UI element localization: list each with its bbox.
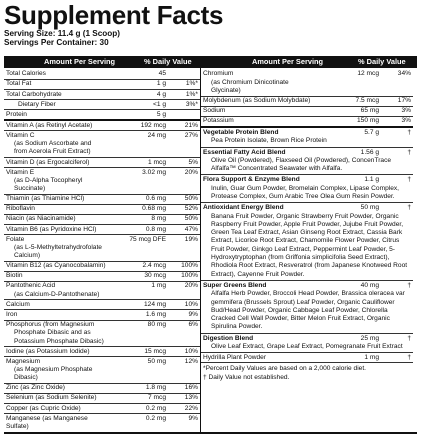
blend-name: Super Greens Blend [203,281,267,289]
nutrient-dv: 9% [188,414,198,422]
nutrient-name: Molybdenum (as Sodium Molybdate) [203,97,311,105]
blend-dv: † [407,148,411,156]
nutrient-amount: <1 g [152,100,166,108]
blend-amount: 5.7 g [364,128,379,136]
nutrient-source: (as Chromium Dinicotinate Glycinate) [211,78,289,94]
header-amount-right: Amount Per Serving [252,57,324,66]
nutrient-name: Vitamin B12 (as Cyanocobalamin) [6,262,106,270]
footnote-dv: *Percent Daily Values are based on a 2,000 calorie diet. [203,365,366,373]
nutrient-name: Copper (as Cupric Oxide) [6,404,81,412]
nutrient-amount: 5 g [156,110,166,118]
nutrient-dv: 9% [188,310,198,318]
nutrient-name: Total Fat [6,80,32,88]
nutrient-row [4,131,200,158]
blend-name: Antioxidant Energy Blend [203,204,284,212]
blend-amount: 50 mg [360,204,379,212]
nutrient-row [4,272,200,282]
nutrient-row [4,235,200,262]
nutrient-row [4,225,200,235]
nutrient-row [4,282,200,300]
nutrient-name: Phosphorus (from Magnesium [6,320,95,328]
nutrient-dv: 21% [184,121,198,129]
nutrient-name: Niacin (as Niacinamide) [6,215,76,223]
nutrient-list-left [4,70,200,433]
nutrient-amount: 1 mcg [148,158,166,166]
nutrient-name: Biotin [6,272,23,280]
nutrient-row [4,384,200,394]
nutrient-amount: 7.5 mcg [355,97,379,105]
nutrient-amount: 4 g [156,90,166,98]
nutrient-name-block [4,358,106,383]
nutrient-amount: 1 mg [151,282,166,290]
nutrient-row [4,205,200,215]
nutrient-name: Vitamin C [6,131,35,139]
nutrient-amount: 75 mcg DFE [129,235,166,243]
nutrient-amount: 1.8 mg [145,384,166,392]
blend-block [201,281,413,334]
nutrient-dv: 50% [184,195,198,203]
nutrient-name: Iodine (as Potassium Iodide) [6,347,90,355]
nutrient-row [4,394,200,404]
footnotes [201,363,413,381]
nutrient-name: Selenium (as Sodium Selenite) [6,394,97,402]
nutrient-row [4,357,200,384]
nutrient-row [4,215,200,225]
nutrient-name-block [4,282,106,299]
nutrient-row [4,300,200,310]
blend-header [201,129,413,137]
nutrient-name: Vitamin E [6,168,35,176]
nutrient-amount: 30 mcg [144,272,166,280]
nutrient-dv: 47% [184,225,198,233]
nutrient-name: Vitamin B6 (as Pyridoxine HCl) [6,225,97,233]
nutrient-dv: 10% [184,300,198,308]
nutrient-dv: 22% [184,404,198,412]
nutrient-amount: 15 mcg [144,347,166,355]
nutrient-amount: 1 g [156,80,166,88]
nutrient-row [4,310,200,320]
nutrient-dv: 5% [188,158,198,166]
nutrient-row [4,90,200,100]
blend-name: Essential Fatty Acid Blend [203,148,286,156]
nutrient-source: Phosphate Dibasic and as Potassium Phosphate Dibasic) [14,329,104,345]
nutrient-dv: 12% [184,357,198,365]
nutrient-row [4,404,200,414]
blend-dv: † [407,176,411,184]
nutrient-row [4,262,200,272]
nutrient-name-block [4,169,106,194]
nutrient-row [4,168,200,195]
blend-header [201,335,413,343]
nutrient-dv: 100% [181,262,198,270]
nutrient-name: Manganese (as Manganese Sulfate) [6,414,88,430]
nutrient-row [4,195,200,205]
nutrient-dv: 16% [184,384,198,392]
nutrient-source: (as Calcium-D-Pantothenate) [14,290,100,298]
nutrient-row [201,97,413,107]
nutrient-row [201,117,413,128]
nutrient-name-block [201,70,319,95]
nutrient-name: Sodium [203,107,226,115]
nutrient-row [4,158,200,168]
nutrient-dv: 20% [184,168,198,176]
nutrient-amount: 0.2 mg [145,414,166,422]
blend-block [201,175,413,203]
nutrient-row [201,70,413,97]
blend-dv: † [407,281,411,289]
column-header-bar [4,56,417,68]
nutrient-dv: † [407,353,411,361]
nutrient-amount: 3.02 mg [142,168,166,176]
nutrient-row [4,414,200,432]
blend-dv: † [407,128,411,136]
nutrient-name: Calcium [6,300,30,308]
nutrient-row [4,80,200,90]
nutrient-amount: 0.8 mg [145,225,166,233]
blend-amount: 40 mg [360,281,379,289]
nutrient-row [201,353,413,363]
nutrient-name: Total Carbohydrate [6,90,62,98]
nutrient-name: Riboflavin [6,205,35,213]
nutrient-amount: 150 mg [357,117,379,125]
nutrient-name: Magnesium [6,357,41,365]
nutrient-name: Pantothenic Acid [6,282,56,290]
nutrient-amount: 1 mg [364,353,379,361]
nutrient-amount: 0.2 mg [145,404,166,412]
nutrient-dv: 6% [188,320,198,328]
blend-block [201,203,413,281]
nutrient-amount: 124 mg [144,300,166,308]
blend-name: Digestion Blend [203,334,254,342]
nutrient-row [4,110,200,121]
nutrient-amount: 7 mcg [148,394,166,402]
nutrient-amount: 50 mg [147,357,166,365]
blend-block [201,148,413,176]
nutrient-row [4,347,200,357]
nutrient-dv: 20% [184,282,198,290]
nutrient-name: Chromium [203,70,234,78]
nutrient-source: (as D-Alpha Tocopheryl Succinate) [14,176,83,193]
header-amount: Amount Per Serving [44,57,116,66]
nutrient-amount: 65 mg [360,107,379,115]
nutrient-name: Total Calories [6,70,46,78]
nutrient-name: Folate [6,235,25,243]
nutrient-name: Thiamin (as Thiamine HCl) [6,195,85,203]
nutrient-dv: 50% [184,215,198,223]
blend-amount: 1.56 g [360,148,379,156]
bottom-rule [4,432,417,434]
nutrient-amount: 0.6 mg [145,195,166,203]
nutrient-dv [172,70,200,78]
blend-name: Flora Support & Enzyme Blend [203,176,300,184]
nutrient-dv: 3% [401,117,411,125]
nutrient-dv [172,111,200,119]
nutrient-dv: 3% [401,107,411,115]
blend-block [201,128,413,148]
blend-amount: 25 mg [360,334,379,342]
nutrient-list-right [201,70,413,382]
header-daily-value: % Daily Value [144,57,192,66]
nutrient-amount: 80 mg [147,320,166,328]
nutrient-row [4,121,200,131]
nutrient-dv: 3%* [185,100,198,108]
nutrient-dv: 1%* [185,90,198,98]
blend-ingredients: Alfalfa Herb Powder, Broccoli Head Powder, Brassica oleracea var gemmifera (Brussels Sprout) Leaf Powder, Organic Cauliflower Bud/Head Powder, Organic Cabbage Leaf Powder, Chlorella Cracked Cell Wall Powder, Bitter Melon Fruit Extract, Organic Spirulina Powder. [211,290,405,331]
nutrient-name-block [4,132,106,157]
nutrient-dv: 13% [184,394,198,402]
nutrient-dv: 34% [397,70,411,78]
blend-ingredients: Olive Leaf Extract, Grape Leaf Extract, Pomegranate Fruit Extract [211,343,403,351]
nutrient-name: Vitamin D (as Ergocalciferol) [6,158,90,166]
nutrient-dv: 10% [184,347,198,355]
blend-name: Vegetable Protein Blend [203,128,279,136]
blend-header [201,149,413,157]
nutrient-amount: 192 mcg [140,121,166,129]
nutrient-source: (as Magnesium Phosphate Dibasic) [14,366,93,382]
footnote-dagger: † Daily Value not established. [203,373,290,381]
servings-per-container: Servings Per Container: 30 [4,38,109,47]
nutrient-row [4,321,200,348]
nutrient-name-block [4,321,106,346]
nutrient-source: (as Sodium Ascorbate and from Acerola Fruit Extract) [14,140,92,156]
nutrient-dv: 52% [184,205,198,213]
nutrient-amount: 24 mg [147,131,166,139]
nutrient-dv: 19% [184,235,198,243]
nutrient-name: Iron [6,310,18,318]
nutrient-amount: 8 mg [151,215,166,223]
nutrient-name: Zinc (as Zinc Oxide) [6,384,65,392]
nutrient-dv: 100% [181,272,198,280]
nutrient-name: Dietary Fiber [18,100,56,108]
blend-ingredients: Banana Fruit Powder, Organic Strawberry Fruit Powder, Organic Raspberry Fruit Powder, Apple Fruit Powder, Jujube Fruit Powder, Green Tea Leaf Extract, Asian Ginseng Root Extract, Cassia Bark Extract, Licorice Root Extract, Chamomile Flower Powder, Citrus Fruit Powder, Ginkgo Leaf Extract, Peppermint Leaf Powder, 5-Hydroxytryptophan (from Griffonia simplicifolia Seed Extract), Rhodiola Root Extract, Resveratrol (from Japanese Knotweed Root Extract), Cayenne Fruit Powder. [211,212,408,278]
blend-ingredients: Inulin, Guar Gum Powder, Bromelain Complex, Lipase Complex, Protease Complex, Gum Arabic Tree Olea Gum Resin Powder. [211,184,400,200]
nutrient-row [201,107,413,117]
nutrient-dv: 1%* [185,80,198,88]
blend-ingredients: Pea Protein Isolate, Brown Rice Protein [211,137,327,145]
blend-dv: † [407,334,411,342]
blend-ingredients: Olive Oil (Powdered), Flaxseed Oil (Powdered), ConcenTrace Alfalfa™ Concentrated Seawater with Alfalfa. [211,156,392,173]
nutrient-name-block [4,236,106,261]
nutrient-row [4,100,200,110]
nutrient-row [4,70,200,80]
nutrient-name: Vitamin A (as Retinyl Acetate) [6,121,93,129]
blend-header [201,282,413,290]
blend-amount: 1.1 g [364,176,379,184]
nutrient-dv: 27% [184,131,198,139]
blend-dv: † [407,204,411,212]
nutrient-amount: 0.68 mg [142,205,166,213]
blend-header [201,176,413,184]
serving-size: Serving Size: 11.4 g (1 Scoop) [4,29,121,38]
nutrient-amount: 2.4 mcg [142,262,166,270]
nutrient-name: Protein [6,110,27,118]
label-title: Supplement Facts [4,0,224,30]
header-daily-value-right: % Daily Value [358,57,406,66]
blend-block [201,334,413,354]
nutrient-name: Hydrilla Plant Powder [203,353,267,361]
nutrient-amount: 1.6 mg [145,310,166,318]
nutrient-amount: 12 mcg [357,70,379,78]
nutrient-name: Potassium [203,117,234,125]
nutrient-source: (as L-5-Methyltetrahydrofolate Calcium) [14,243,102,260]
nutrient-amount: 45 [158,70,166,78]
blend-header [201,204,413,212]
nutrient-dv: 17% [397,97,411,105]
